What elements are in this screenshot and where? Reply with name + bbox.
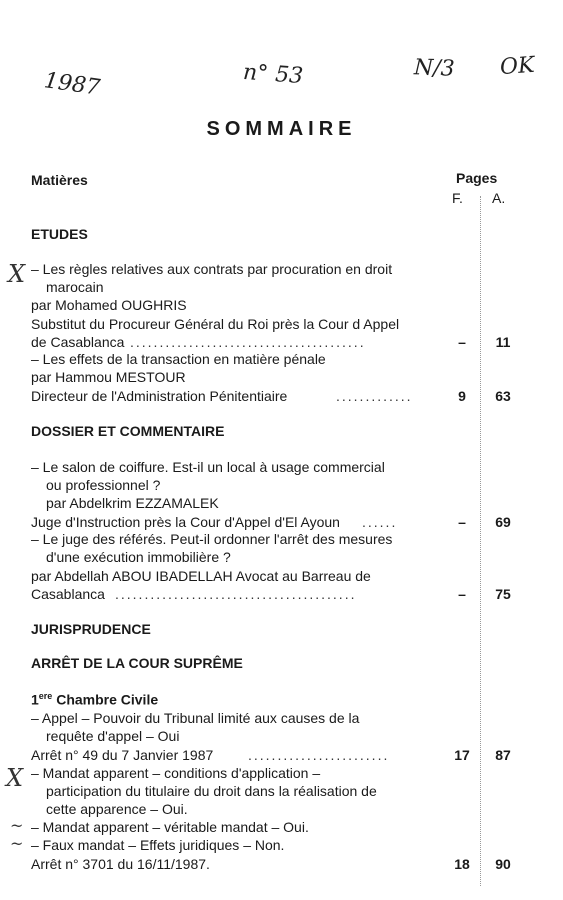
page-a: 75 — [495, 586, 511, 602]
pages-a-header: A. — [492, 190, 506, 206]
pages-header: Pages — [456, 170, 498, 186]
dot-leader: ............. — [336, 388, 413, 404]
toc-line — [0, 727, 563, 745]
toc-line — [0, 548, 563, 566]
toc-line — [0, 567, 563, 585]
page-f: – — [458, 514, 466, 530]
page-f: 18 — [454, 856, 470, 872]
page-title: SOMMAIRE — [206, 118, 357, 140]
toc-text: par Abdelkrim EZZAMALEK — [46, 495, 219, 511]
page-a: 63 — [495, 388, 511, 404]
matieres-header: Matières — [31, 172, 88, 188]
toc-line — [0, 476, 563, 494]
handwritten-number: n° 53 — [242, 59, 304, 90]
chamber-number: 1 — [31, 691, 39, 708]
toc-line — [0, 513, 563, 531]
dot-leader: ........................ — [248, 747, 390, 763]
page-f: – — [458, 586, 466, 602]
toc-text: Casablanca — [31, 586, 105, 602]
toc-text: requête d'appel – Oui — [46, 728, 180, 744]
toc-line — [0, 530, 563, 548]
page-a: 87 — [495, 747, 511, 763]
toc-line — [0, 494, 563, 512]
toc-line — [0, 368, 563, 386]
dot-leader: ........................................ — [130, 334, 366, 350]
toc-line — [0, 782, 563, 800]
toc-text: Substitut du Procureur Général du Roi près la Cour d Appel — [31, 316, 400, 332]
toc-line — [0, 278, 563, 296]
page-a: 11 — [495, 334, 511, 350]
section-jurisprudence: JURISPRUDENCE — [31, 621, 151, 637]
toc-text: participation du titulaire du droit dans la réalisation de — [46, 783, 377, 799]
toc-line — [0, 585, 563, 603]
toc-text: – Appel – Pouvoir du Tribunal limité aux causes de la — [31, 710, 360, 726]
toc-line — [0, 387, 563, 405]
handwritten-tick-mark: ~ — [10, 834, 24, 853]
chamber-ordinal: ere — [38, 691, 53, 701]
toc-text: Arrêt n° 3701 du 16/11/1987. — [31, 856, 210, 872]
toc-text: d'une exécution immobilière ? — [46, 549, 231, 565]
section-arret: ARRÊT DE LA COUR SUPRÊME — [31, 655, 243, 671]
toc-line — [0, 333, 563, 351]
toc-text: par Hammou MESTOUR — [31, 369, 186, 385]
toc-line — [0, 296, 563, 314]
toc-text: ou professionnel ? — [46, 477, 161, 493]
section-etudes: ETUDES — [31, 226, 88, 242]
toc-line — [0, 315, 563, 333]
toc-text: – Faux mandat – Effets juridiques – Non. — [31, 837, 285, 853]
toc-text: – Mandat apparent – véritable mandat – Oui. — [31, 819, 309, 835]
toc-text: de Casablanca — [31, 334, 125, 350]
toc-text: Directeur de l'Administration Pénitentiaire — [31, 388, 288, 404]
toc-text: – Les effets de la transaction en matière pénale — [31, 351, 326, 367]
toc-text: – Les règles relatives aux contrats par procuration en droit — [31, 261, 393, 277]
toc-text: – Mandat apparent – conditions d'application – — [31, 765, 321, 781]
toc-text: par Abdellah ABOU IBADELLAH Avocat au Barreau de — [31, 568, 371, 584]
page-a: 90 — [495, 856, 511, 872]
toc-line — [0, 260, 563, 278]
toc-text: marocain — [46, 279, 104, 295]
handwritten-tick-mark: ~ — [10, 816, 24, 835]
toc-line — [0, 800, 563, 818]
toc-line — [0, 836, 563, 854]
handwritten-ok: OK — [499, 52, 536, 81]
toc-line — [0, 746, 563, 764]
toc-line — [0, 855, 563, 873]
page-f: 9 — [458, 388, 466, 404]
toc-line — [0, 350, 563, 368]
toc-text: – Le juge des référés. Peut-il ordonner l'arrêt des mesures — [31, 531, 393, 547]
toc-text: Juge d'Instruction près la Cour d'Appel d'El Ayoun — [31, 514, 340, 530]
handwritten-x-mark: X — [8, 260, 26, 288]
dot-leader: ......................................... — [115, 586, 357, 602]
chamber-heading — [31, 691, 158, 708]
handwritten-year: 1987 — [42, 68, 102, 101]
dot-leader: ...... — [362, 514, 398, 530]
toc-line — [0, 818, 563, 836]
handwritten-x-mark: X — [6, 764, 24, 792]
toc-text: par Mohamed OUGHRIS — [31, 297, 187, 313]
section-dossier: DOSSIER ET COMMENTAIRE — [31, 423, 225, 439]
toc-text: – Le salon de coiffure. Est-il un local à usage commercial — [31, 459, 385, 475]
toc-text: Arrêt n° 49 du 7 Janvier 1987 — [31, 747, 214, 763]
toc-text: cette apparence – Oui. — [46, 801, 188, 817]
page-a: 69 — [495, 514, 511, 530]
toc-line — [0, 458, 563, 476]
page-f: 17 — [454, 747, 470, 763]
pages-f-header: F. — [452, 190, 463, 206]
chamber-label: Chambre Civile — [52, 691, 159, 708]
toc-line — [0, 764, 563, 782]
page-f: – — [458, 334, 466, 350]
toc-line — [0, 709, 563, 727]
handwritten-ref: N/3 — [413, 55, 456, 82]
